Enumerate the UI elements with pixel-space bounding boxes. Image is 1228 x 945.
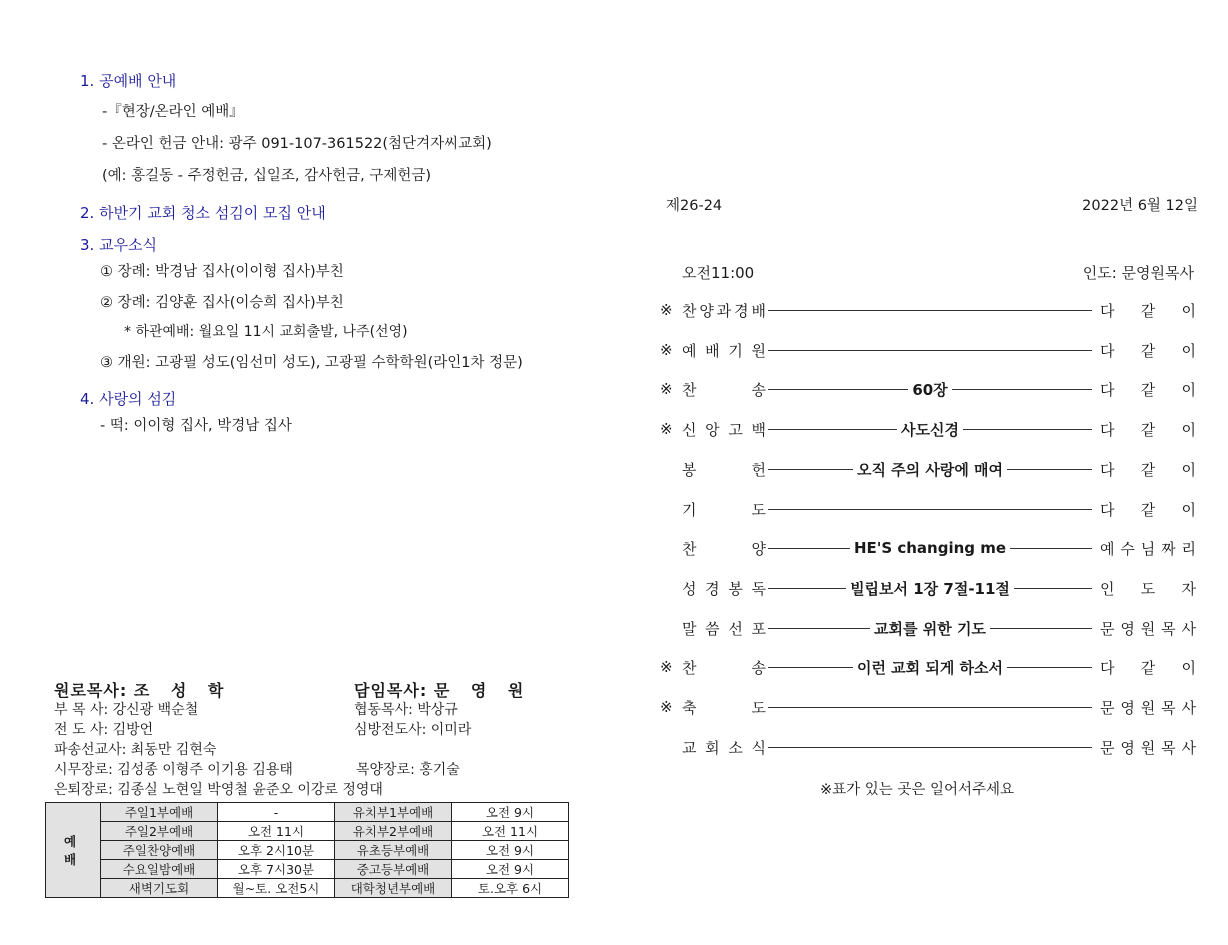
- order-item-name: 축 도: [682, 698, 766, 717]
- leader-line: [766, 735, 1094, 759]
- order-item-content: 오직 주의 사랑에 매여: [853, 459, 1007, 480]
- table-row: [46, 879, 569, 898]
- shepherd-elder: 목양장로: 홍기술: [356, 762, 460, 778]
- leader-line: [766, 417, 1094, 441]
- table-cell: 오전 11시: [218, 822, 335, 841]
- notice-1-title: 1. 공예배 안내: [80, 72, 177, 90]
- order-item-content: 교회를 위한 기도: [870, 618, 990, 639]
- table-cell: 유초등부예배: [335, 841, 452, 860]
- table-cell: 유치부2부예배: [335, 822, 452, 841]
- order-item-leader: 다 같 이: [1100, 341, 1196, 360]
- order-item-leader: 다 같 이: [1100, 500, 1196, 519]
- associate-pastors: 부 목 사: 강신광 백순철: [54, 702, 199, 718]
- order-item-name: 찬 양: [682, 539, 766, 558]
- table-cell: 오전 9시: [452, 841, 569, 860]
- order-item-leader: 다 같 이: [1100, 301, 1196, 320]
- order-item-leader: 다 같 이: [1100, 658, 1196, 677]
- order-item: [660, 695, 1196, 719]
- order-item-leader: 문 영 원 목 사: [1100, 738, 1196, 757]
- missionaries: 파송선교사: 최동만 김현숙: [54, 742, 217, 758]
- leader-line: [766, 497, 1094, 521]
- evangelist: 전 도 사: 김방언: [54, 722, 154, 738]
- stand-mark: ※: [660, 301, 673, 319]
- notice-3-line-1: ① 장례: 박경남 집사(이이형 집사)부친: [100, 264, 344, 280]
- order-item-name: 성 경 봉 독: [682, 579, 766, 598]
- notice-3-line-3: * 하관예배: 월요일 11시 교회출발, 나주(선영): [124, 324, 408, 340]
- stand-mark: ※: [660, 698, 673, 716]
- order-item-content: 60장: [908, 379, 951, 400]
- order-item: [660, 457, 1196, 481]
- notice-4-line-1: - 떡: 이이형 집사, 박경남 집사: [100, 418, 292, 434]
- emeritus-pastor: [54, 678, 231, 701]
- table-cell: 월~토. 오전5시: [218, 879, 335, 898]
- table-row: [46, 822, 569, 841]
- table-cell: 유치부1부예배: [335, 803, 452, 822]
- table-cell: -: [218, 803, 335, 822]
- order-item-name: 예 배 기 원: [682, 341, 766, 360]
- order-item-leader: 문 영 원 목 사: [1100, 619, 1196, 638]
- table-row: [46, 841, 569, 860]
- stand-mark: ※: [660, 341, 673, 359]
- leader-line: [766, 457, 1094, 481]
- order-item-content: 이런 교회 되게 하소서: [853, 657, 1007, 678]
- table-cell: 오후 7시30분: [218, 860, 335, 879]
- table-row: [46, 860, 569, 879]
- leader-line: [766, 616, 1094, 640]
- order-item-content: HE'S changing me: [850, 539, 1010, 557]
- table-cell: 대학청년부예배: [335, 879, 452, 898]
- table-row: [46, 803, 569, 822]
- order-item-leader: 다 같 이: [1100, 460, 1196, 479]
- notice-3-line-4: ③ 개원: 고광필 성도(임선미 성도), 고광필 수학학원(라인1차 정문): [100, 355, 523, 371]
- leader-line: [766, 576, 1094, 600]
- order-item-leader: 문 영 원 목 사: [1100, 698, 1196, 717]
- notice-2-title: 2. 하반기 교회 청소 섬김이 모집 안내: [80, 204, 326, 222]
- notice-1-line-2: - 온라인 헌금 안내: 광주 091-107-361522(첨단겨자씨교회): [102, 136, 492, 152]
- table-cell: 오후 2시10분: [218, 841, 335, 860]
- senior-label: 담임목사:: [354, 681, 428, 700]
- table-cell: 새벽기도회: [101, 879, 218, 898]
- leader-line: [766, 377, 1094, 401]
- table-cell: 주일1부예배: [101, 803, 218, 822]
- worship-schedule-table: [45, 802, 569, 898]
- emeritus-label: 원로목사:: [54, 681, 128, 700]
- table-cell: 토.오후 6시: [452, 879, 569, 898]
- order-item-leader: 다 같 이: [1100, 380, 1196, 399]
- table-cell: 오전 11시: [452, 822, 569, 841]
- table-cell: 수요일밤예배: [101, 860, 218, 879]
- order-item-leader: 예 수 님 짜 리: [1100, 539, 1196, 558]
- notice-1-line-3: (예: 홍길동 - 주정헌금, 십일조, 감사헌금, 구제헌금): [102, 168, 432, 184]
- order-item-name: 교 회 소 식: [682, 738, 766, 757]
- emeritus-name: 조 성 학: [133, 681, 232, 700]
- leader-line: [766, 338, 1094, 362]
- order-item-content: 빌립보서 1장 7절-11절: [846, 578, 1014, 599]
- notice-3-line-2: ② 장례: 김양훈 집사(이승희 집사)부친: [100, 295, 344, 311]
- leader-line: [766, 695, 1094, 719]
- stand-mark: ※: [660, 380, 673, 398]
- order-item-name: 찬 양 과 경 배: [682, 301, 766, 320]
- stand-mark: ※: [660, 658, 673, 676]
- order-item: [660, 417, 1196, 441]
- leader-line: [766, 655, 1094, 679]
- cooperating-pastor: 협동목사: 박상규: [354, 702, 458, 718]
- order-item: [660, 655, 1196, 679]
- standing-footnote: ※표가 있는 곳은 일어서주세요: [820, 782, 1015, 798]
- order-item: [660, 377, 1196, 401]
- notice-3-title: 3. 교우소식: [80, 236, 158, 254]
- table-cell: 오전 9시: [452, 860, 569, 879]
- order-item: [660, 536, 1196, 560]
- leader-line: [766, 298, 1094, 322]
- order-item-name: 말 씀 선 포: [682, 619, 766, 638]
- order-item: [660, 338, 1196, 362]
- order-item: [660, 735, 1196, 759]
- service-presider: 인도: 문영원목사: [1082, 264, 1194, 282]
- table-cell: 중고등부예배: [335, 860, 452, 879]
- order-item: [660, 497, 1196, 521]
- service-time: 오전11:00: [682, 264, 755, 282]
- counseling-evangelist: 심방전도사: 이미라: [354, 722, 472, 738]
- order-item-content: 사도신경: [897, 419, 963, 440]
- order-item: [660, 576, 1196, 600]
- senior-pastor: [354, 678, 531, 701]
- order-item: [660, 298, 1196, 322]
- stand-mark: ※: [660, 420, 673, 438]
- order-item-leader: 다 같 이: [1100, 420, 1196, 439]
- table-cell: 오전 9시: [452, 803, 569, 822]
- table-cell: 주일2부예배: [101, 822, 218, 841]
- retired-elders: 은퇴장로: 김종실 노현일 박영철 윤준오 이강로 정영대: [54, 782, 383, 798]
- issue-number: 제26-24: [666, 198, 723, 214]
- order-item-name: 봉 헌: [682, 460, 766, 479]
- service-date: 2022년 6월 12일: [1082, 198, 1198, 214]
- leader-line: [766, 536, 1094, 560]
- order-item: [660, 616, 1196, 640]
- notice-4-title: 4. 사랑의 섬김: [80, 390, 177, 408]
- schedule-side-label: 예 배: [46, 803, 101, 898]
- order-item-name: 찬 송: [682, 658, 766, 677]
- order-item-name: 찬 송: [682, 380, 766, 399]
- senior-name: 문 영 원: [433, 681, 532, 700]
- order-item-leader: 인 도 자: [1100, 579, 1196, 598]
- notice-1-line-1: -『현장/온라인 예배』: [102, 104, 244, 120]
- active-elders: 시무장로: 김성종 이형주 이기용 김용태: [54, 762, 293, 778]
- order-item-name: 신 앙 고 백: [682, 420, 766, 439]
- order-item-name: 기 도: [682, 500, 766, 519]
- table-cell: 주일찬양예배: [101, 841, 218, 860]
